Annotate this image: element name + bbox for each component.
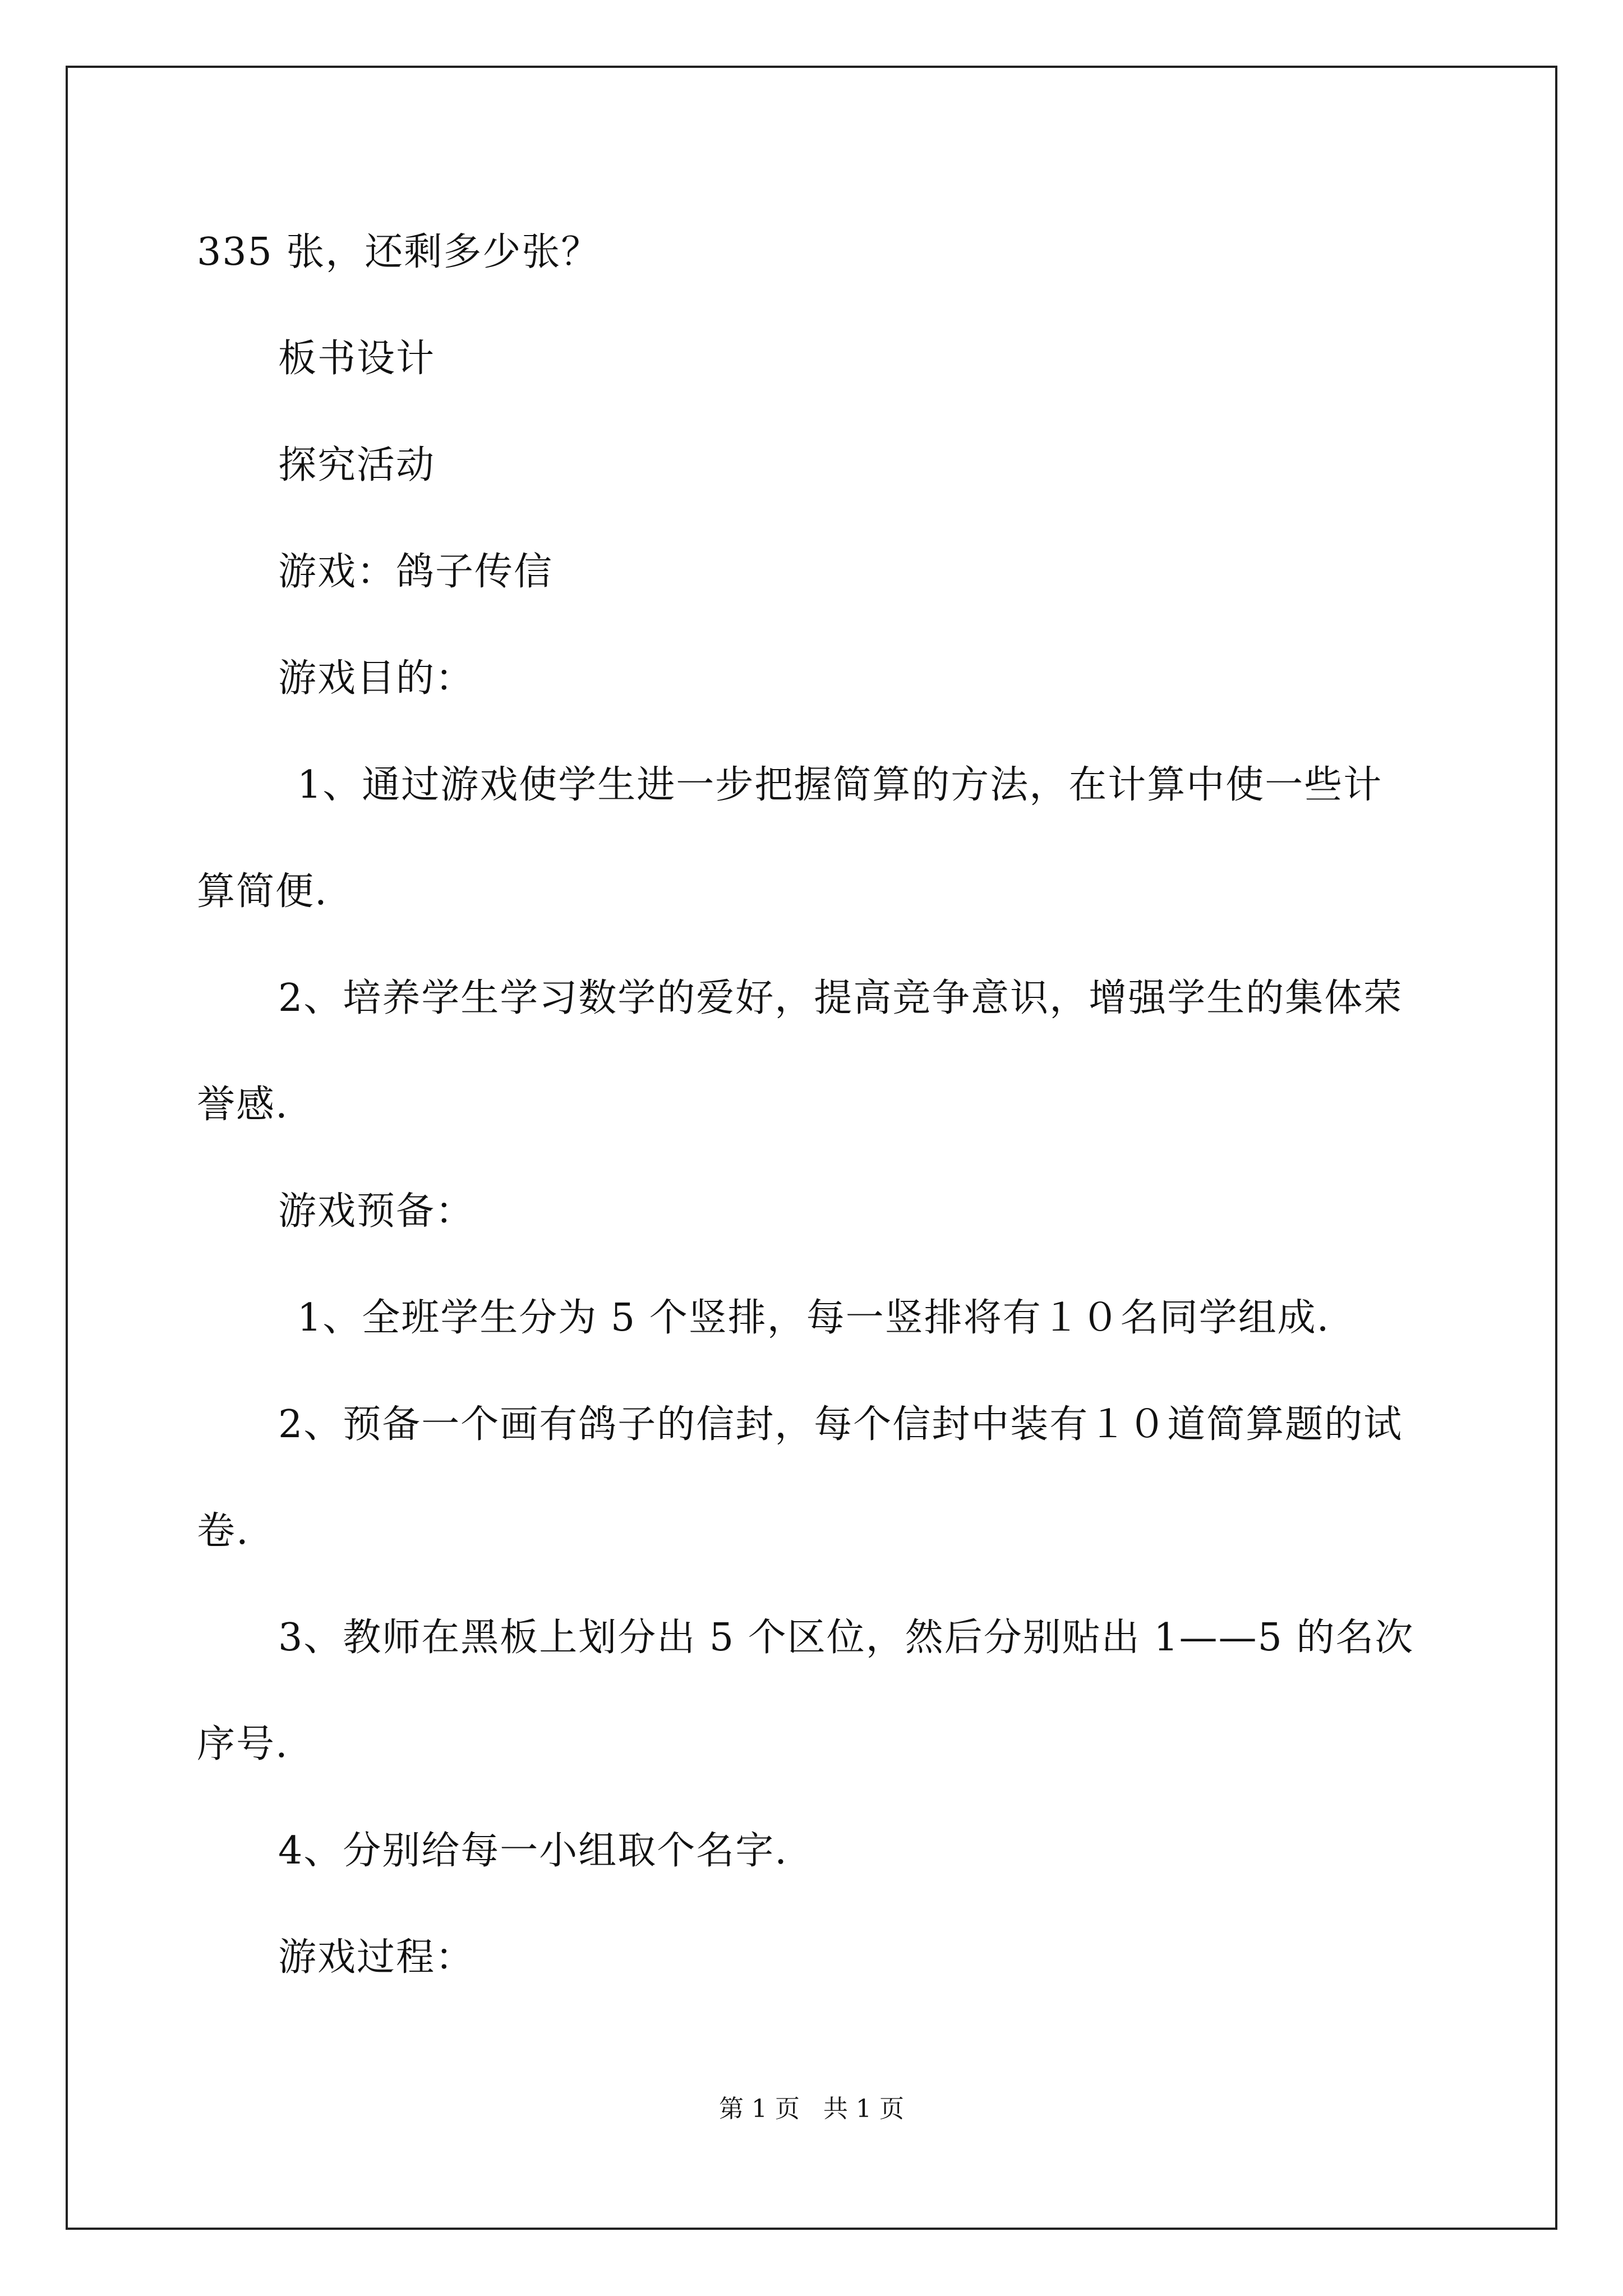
prep-item-2-cont: 卷.	[197, 1509, 250, 1553]
prep-item-1: 1、全班学生分为 5 个竖排，每一竖排将有１０名同学组成.	[297, 1296, 1330, 1340]
purpose-item-1-cont: 算简便.	[197, 869, 328, 914]
prep-item-4: 4、分别给每一小组取个名字.	[278, 1829, 788, 1873]
heading-game: 游戏：鸽子传信	[278, 550, 554, 594]
purpose-item-1: 1、通过游戏使学生进一步把握简算的方法，在计算中使一些计	[297, 763, 1383, 807]
page-border	[66, 66, 1557, 2230]
heading-game-purpose: 游戏目的：	[278, 656, 475, 701]
heading-game-prep: 游戏预备：	[278, 1189, 475, 1234]
prep-item-3-cont: 序号.	[197, 1722, 289, 1766]
text-line-1: 335 张，还剩多少张？	[197, 230, 601, 274]
heading-board-design: 板书设计	[278, 337, 436, 381]
purpose-item-2-cont: 誉感.	[197, 1083, 289, 1127]
page-footer: 第 1 页 共 1 页	[719, 2095, 904, 2123]
prep-item-2: 2、预备一个画有鸽子的信封，每个信封中装有１０道简算题的试	[278, 1402, 1403, 1447]
purpose-item-2: 2、培养学生学习数学的爱好，提高竞争意识，增强学生的集体荣	[278, 976, 1403, 1020]
heading-game-process: 游戏过程：	[278, 1935, 475, 1980]
heading-exploration: 探究活动	[278, 443, 436, 487]
prep-item-3: 3、教师在黑板上划分出 5 个区位，然后分别贴出 1——5 的名次	[278, 1616, 1414, 1660]
